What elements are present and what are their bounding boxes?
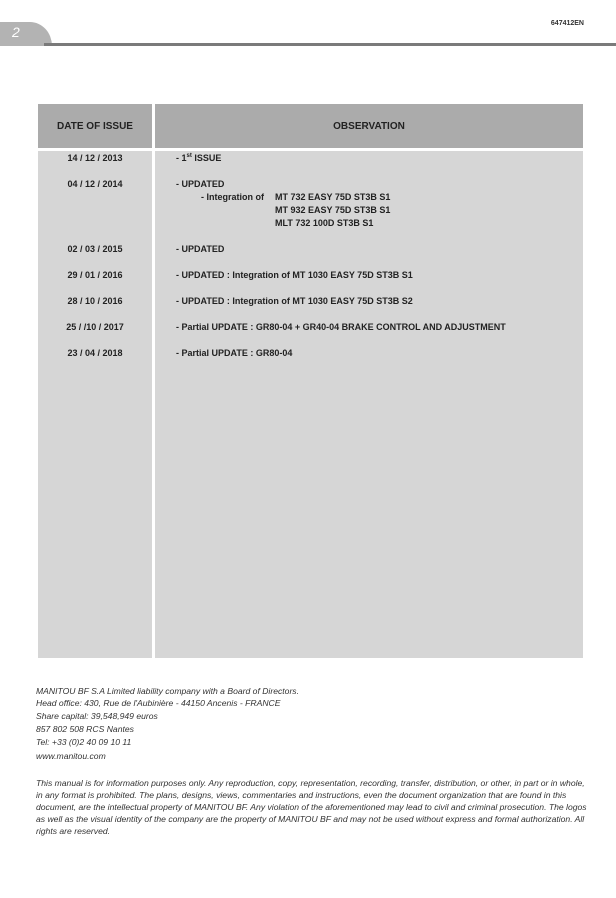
row-observation: - Partial UPDATE : GR80-04 + GR40-04 BRAKE CONTROL AND ADJUSTMENT [176, 322, 506, 332]
header-divider [38, 148, 583, 151]
row-observation: - UPDATED [176, 179, 225, 189]
company-info-line: 857 802 508 RCS Nantes [36, 724, 134, 734]
column-header-observation: OBSERVATION [155, 104, 583, 148]
observation-prefix: - 1 [176, 153, 187, 163]
row-observation [176, 153, 221, 163]
model-entry: MT 932 EASY 75D ST3B S1 [275, 205, 391, 215]
row-observation: - UPDATED [176, 244, 225, 254]
observation-superscript: st [186, 153, 192, 159]
company-info-line: MANITOU BF S.A Limited liability company with a Board of Directors. [36, 686, 299, 696]
row-date: 25 / /10 / 2017 [66, 322, 124, 332]
company-info-line: Head office: 430, Rue de l'Aubinière - 44150 Ancenis - FRANCE [36, 698, 281, 708]
observation-suffix: ISSUE [191, 153, 222, 163]
row-observation: - UPDATED : Integration of MT 1030 EASY 75D ST3B S1 [176, 270, 413, 280]
company-info-line: Tel: +33 (0)2 40 09 10 11 [36, 737, 132, 747]
row-date: 02 / 03 / 2015 [67, 244, 123, 254]
page-number: 2 [12, 24, 20, 40]
revision-table [38, 104, 583, 658]
company-website: www.manitou.com [36, 751, 106, 761]
page-header [0, 0, 616, 52]
model-entry: MT 732 EASY 75D ST3B S1 [275, 192, 391, 202]
model-entry: MLT 732 100D ST3B S1 [275, 218, 374, 228]
document-code: 647412EN [550, 20, 584, 27]
legal-notice: This manual is for information purposes only. Any reproduction, copy, representation, recording, transfer, distribution, or other, in part or in whole, in any format is prohibited. The plans, designs, views, commentaries and instructions, even the document organization that are found in this document, are the intellectual property of MANITOU BF. Any violation of the aforementioned may lead to civil and criminal prosecution. The logos as well as the visual identity of the company are the property of MANITOU BF and may not be used without express and formal authorization. All rights are reserved. [36, 778, 587, 836]
row-date: 14 / 12 / 2013 [67, 153, 123, 163]
row-observation: - UPDATED : Integration of MT 1030 EASY 75D ST3B S2 [176, 296, 413, 306]
row-date: 23 / 04 / 2018 [67, 348, 123, 358]
row-date: 04 / 12 / 2014 [67, 179, 123, 189]
integration-label: - Integration of [201, 192, 264, 202]
column-header-date: DATE OF ISSUE [38, 104, 152, 148]
row-date: 29 / 01 / 2016 [67, 270, 123, 280]
row-observation: - Partial UPDATE : GR80-04 [176, 348, 293, 358]
row-date: 28 / 10 / 2016 [67, 296, 123, 306]
company-info-line: Share capital: 39,548,949 euros [36, 711, 158, 721]
header-rule [44, 43, 616, 46]
column-divider [152, 104, 155, 658]
